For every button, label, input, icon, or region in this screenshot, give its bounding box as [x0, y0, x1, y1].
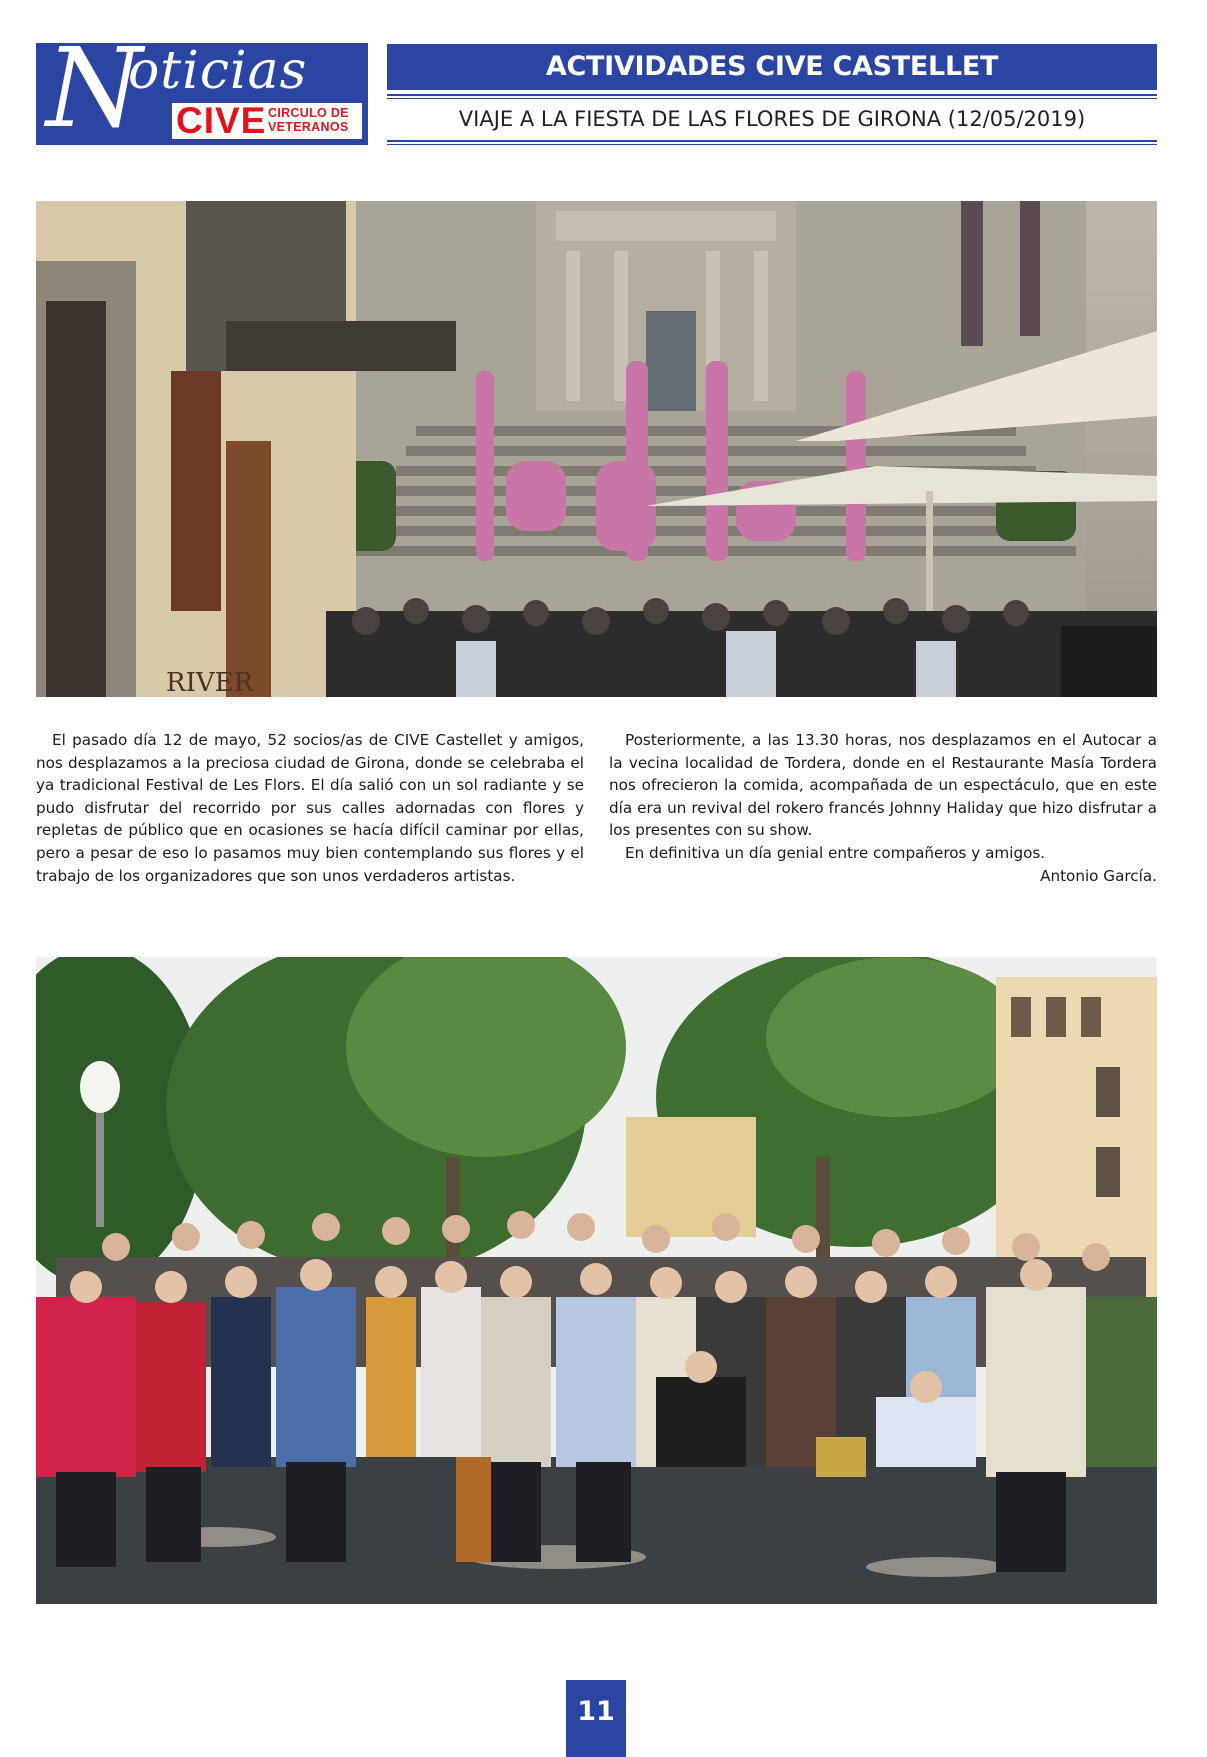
logo-word-text: oticias [128, 43, 308, 101]
header-rule-bottom [387, 140, 1157, 142]
photo-group-under-trees [36, 957, 1157, 1604]
logo-subtitle [268, 106, 360, 134]
article-column-left [36, 729, 584, 887]
logo-org: CIVE [176, 100, 267, 141]
section-title: ACTIVIDADES CIVE CASTELLET [387, 44, 1157, 90]
noticias-cive-logo [36, 43, 368, 145]
header-rule-bottom-thin [387, 144, 1157, 145]
article-column-right [609, 729, 1157, 887]
article-paragraph: Posteriormente, a las 13.30 horas, nos desplazamos en el Autocar a la vecina localidad de Tordera, donde en el Restaurante Masía Tordera nos ofrecieron la comida, acompañada de un espectáculo, que en este día era un revival del rokero francés Johnny Haliday que hizo disfrutar a los presentes con su show. [609, 731, 1157, 840]
photo-cathedral-flower-stairs [36, 201, 1157, 697]
article-subtitle: VIAJE A LA FIESTA DE LAS FLORES DE GIRONA (12/05/2019) [458, 107, 1086, 131]
page-number: 11 [566, 1680, 626, 1757]
logo-word [128, 43, 308, 101]
header-rule-top [387, 94, 1157, 96]
logo-n-letter: N [46, 43, 143, 145]
article-signature: Antonio García. [1040, 866, 1157, 885]
article-paragraph: El pasado día 12 de mayo, 52 socios/as de CIVE Castellet y amigos, nos desplazamos a la preciosa ciudad de Girona, donde se celebraba el ya tradicional Festival de Les Flors. El día salió con un sol radiante y se pudo disfrutar del recorrido por sus calles adornadas con flores y repletas de público que en ocasiones se hacía difícil caminar por ellas, pero a pesar de eso lo pasamos muy bien contemplando sus flores y el trabajo de los organizadores que son unos verdaderos artistas. [36, 731, 584, 885]
header-rule-top-thin [387, 98, 1157, 99]
river-sign-text: RIVER [166, 668, 254, 697]
article-paragraph: En definitiva un día genial entre compañeros y amigos. [625, 843, 1046, 862]
logo-sub-line2: VETERANOS [268, 120, 349, 134]
logo-sub-line1: CIRCULO DE [268, 106, 349, 120]
